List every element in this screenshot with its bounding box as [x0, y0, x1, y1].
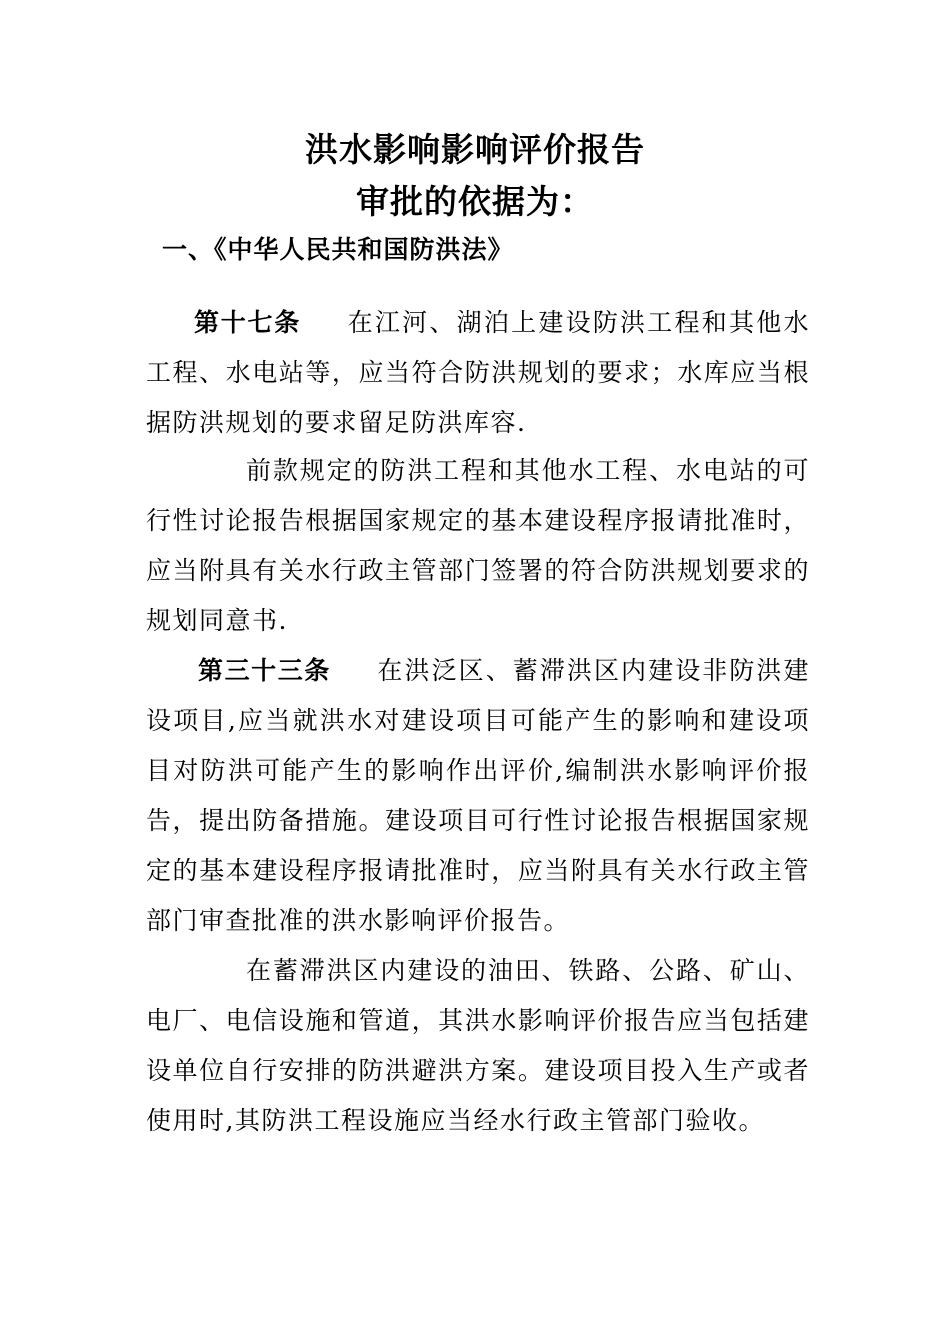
document-title: 洪水影响影响评价报告: [305, 130, 645, 169]
document-subtitle: 审批的依据为：: [356, 182, 594, 221]
paragraph-text: 在蓄滞洪区内建设的油田、铁路、公路、矿山、电厂、电信设施和管道，其洪水影响评价报告应当包括建设单位自行安排的防洪避洪方案。建设项目投入生产或者使用时,其防洪工程设施应当经水行政主管部门验收。: [146, 956, 810, 1135]
paragraph-article-33: [146, 646, 810, 946]
article-label: 第十七条: [194, 308, 301, 337]
article-label: 第三十三条: [198, 656, 331, 685]
paragraph-article-17: [146, 298, 810, 448]
paragraph-text: 在江河、湖泊上建设防洪工程和其他水工程、水电站等，应当符合防洪规划的要求；水库应当根据防洪规划的要求留足防洪库容.: [146, 308, 810, 437]
paragraph-article-33-cont: [146, 946, 810, 1146]
paragraph-article-17-cont: [146, 446, 810, 646]
section-heading: 一、《中华人民共和国防洪法》: [162, 235, 514, 264]
paragraph-text: 前款规定的防洪工程和其他水工程、水电站的可行性讨论报告根据国家规定的基本建设程序报请批准时，应当附具有关水行政主管部门签署的符合防洪规划要求的规划同意书.: [146, 456, 810, 635]
paragraph-text: 在洪泛区、蓄滞洪区内建设非防洪建设项目,应当就洪水对建设项目可能产生的影响和建设项目对防洪可能产生的影响作出评价,编制洪水影响评价报告，提出防备措施。建设项目可行性讨论报告根据国家规定的基本建设程序报请批准时，应当附具有关水行政主管部门审查批准的洪水影响评价报告。: [146, 656, 810, 935]
